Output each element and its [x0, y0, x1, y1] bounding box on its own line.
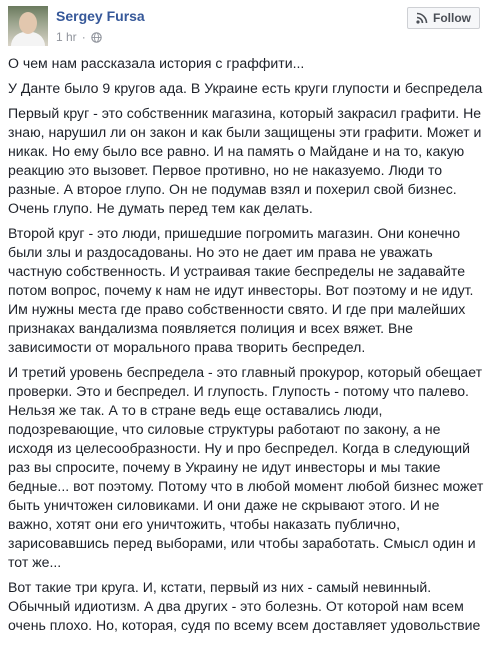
post-title: О чем нам рассказала история с граффити...	[8, 55, 305, 71]
follow-button[interactable]	[407, 7, 480, 29]
meta-separator: ·	[81, 30, 86, 44]
avatar-shirt	[11, 32, 45, 46]
post-paragraph-4: И третий уровень беспредела - это главный прокурор, который обещает проверки. Это и беспредел. И глупость. Глупость - потому что палево. Нельзя же так. А то в стране ведь еще оставались люди, подозревающие, что силовые структуры работают по закону, а не исходя из целесообразности. Ну и про беспредел. Когда в следующий раз вы спросите, почему в Украину не идут инвесторы и мы такие бедные... вот поэтому. Потому что в любой момент любой бизнес может быть уничтожен силовиками. И они даже не скрывают этого. И не важно, хотят они его уничтожить, чтобы наказать публично, зарисовавшись перед выборами, или чтобы заработать. Смысл один и тот же...	[8, 364, 484, 570]
post-paragraph-2: Первый круг - это собственник магазина, который закрасил графити. Не знаю, нарушил ли он закон и как были защищены эти графити. Может и никак. Но ему было все равно. И на память о Майдане и на то, какую реакцию это вызовет. Первое противно, но не наказуемо. Люди то разные. А второе глупо. Он не подумав взял и похерил свой бизнес. Очень глупо. Не думать перед тем как делать.	[8, 105, 482, 216]
author-name-link[interactable]: Sergey Fursa	[56, 8, 145, 24]
globe-icon[interactable]	[91, 32, 102, 43]
post-timestamp[interactable]: 1 hr	[56, 30, 77, 44]
rss-icon	[416, 12, 428, 24]
post-paragraph-5: Вот такие три круга. И, кстати, первый из них - самый невинный. Обычный идиотизм. А два других - это болезнь. От которой нам всем очень плохо. Но, которая, судя по всему всем доставляет удовольствие	[8, 579, 481, 633]
post-body	[8, 54, 484, 641]
follow-button-label: Follow	[433, 11, 471, 25]
author-avatar[interactable]	[8, 6, 48, 46]
post-meta	[56, 30, 102, 44]
post-header	[0, 0, 492, 50]
avatar-face	[19, 12, 37, 34]
post-paragraph-3: Второй круг - это люди, пришедшие погромить магазин. Они конечно были злы и раздосадованы. Но это не дает им права не уважать частную собственность. И устраивая такие беспределы не задавайте потом вопрос, почему к нам не идут инвесторы. Вот поэтому и не идут. Им нужны места где право собственности свято. И где при малейших признаках вандализма появляется полиция и всех вяжет. Вне зависимости от морального права творить беспредел.	[8, 225, 474, 355]
post-paragraph-1: У Данте было 9 кругов ада. В Украине есть круги глупости и беспредела	[8, 80, 483, 96]
